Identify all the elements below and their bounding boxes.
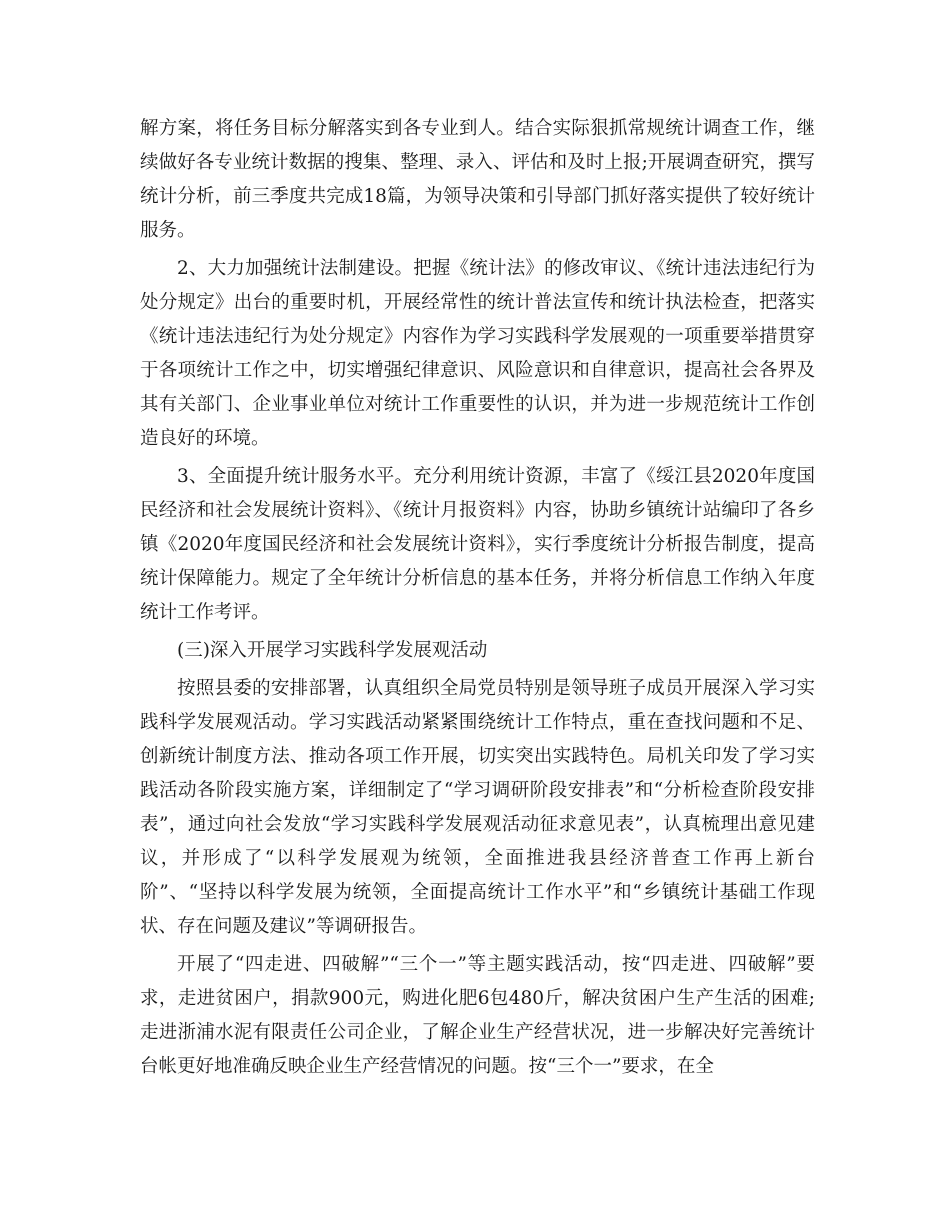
paragraph-legal-construction: 2、大力加强统计法制建设。把握《统计法》的修改审议、《统计违法违纪行为处分规定》出台的重要时机，开展经常性的统计普法宣传和统计执法检查，把落实《统计违法违纪行为处分规定》内容作为学习实践科学发展观的一项重要举措贯穿于各项统计工作之中，切实增强纪律意识、风险意识和自律意识，提高社会各界及其有关部门、企业事业单位对统计工作重要性的认识，并为进一步规范统计工作创造良好的环境。 [140,258,815,449]
section-heading: (三)深入开展学习实践科学发展观活动 [177,640,488,661]
paragraph-practice-activities: 按照县委的安排部署，认真组织全局党员特别是领导班子成员开展深入学习实践科学发展观活动。学习实践活动紧紧围绕统计工作特点，重在查找问题和不足、创新统计制度方法、推动各项工作开展，切实突出实践特色。局机关印发了学习实践活动各阶段实施方案，详细制定了“学习调研阶段安排表”和“分析检查阶段安排表”，通过向社会发放“学习实践科学发展观活动征求意见表”，认真梳理出意见建议，并形成了“以科学发展观为统领，全面推进我县经济普查工作再上新台阶”、“坚持以科学发展为统领，全面提高统计工作水平”和“乡镇统计基础工作现状、存在问题及建议”等调研报告。 [140,678,815,937]
paragraph-service-level: 3、全面提升统计服务水平。充分利用统计资源，丰富了《绥江县2020年度国民经济和社会发展统计资料》、《统计月报资料》内容，协助乡镇统计站编印了各乡镇《2020年度国民经济和社会发展统计资料》，实行季度统计分析报告制度，提高统计保障能力。规定了全年统计分析信息的基本任务，并将分析信息工作纳入年度统计工作考评。 [140,466,815,623]
paragraph-continuation: 解方案，将任务目标分解落实到各专业到人。结合实际狠抓常规统计调查工作，继续做好各专业统计数据的搜集、整理、录入、评估和及时上报;开展调查研究，撰写统计分析，前三季度共完成18篇，为领导决策和引导部门抓好落实提供了较好统计服务。 [140,118,815,241]
document-body [140,112,815,1088]
paragraph-theme-activities: 开展了“四走进、四破解”“三个一”等主题实践活动，按“四走进、四破解”要求，走进贫困户，捐款900元，购进化肥6包480斤，解决贫困户生产生活的困难;走进浙浦水泥有限责任公司企业，了解企业生产经营状况，进一步解决好完善统计台帐更好地准确反映企业生产经营情况的问题。按“三个一”要求，在全 [140,954,815,1077]
